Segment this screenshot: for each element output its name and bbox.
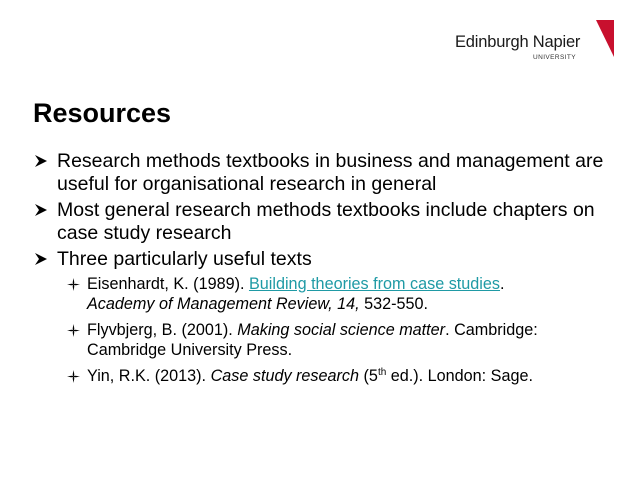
- arrow-bullet-icon: [33, 153, 49, 169]
- arrow-bullet-icon: [33, 202, 49, 218]
- bullet-text: Research methods textbooks in business and management are useful for organisational research in general: [57, 150, 604, 195]
- arrow-bullet-icon: [33, 251, 49, 267]
- logo-wordmark: Edinburgh Napier: [455, 33, 581, 51]
- reference-item: [61, 275, 608, 314]
- reference-title: Making social science matter: [237, 321, 446, 339]
- bullet-text: Most general research methods textbooks include chapters on case study research: [57, 199, 595, 244]
- reference-link[interactable]: Building theories from case studies: [248, 275, 501, 293]
- diamond-bullet-icon: [67, 370, 80, 383]
- reference-edition-suffix: th: [377, 367, 387, 378]
- reference-author: Eisenhardt, K. (1989).: [87, 275, 249, 293]
- reference-pages: 532-550.: [359, 294, 429, 313]
- slide-title: Resources: [33, 98, 172, 128]
- diamond-bullet-icon: [67, 324, 80, 337]
- reference-item: [61, 367, 608, 387]
- reference-author: Yin, R.K. (2013).: [87, 367, 211, 385]
- reference-title: Case study research: [210, 367, 360, 385]
- university-logo: [455, 20, 615, 70]
- reference-journal: Academy of Management Review, 14,: [87, 294, 360, 313]
- reference-publisher: . Cambridge: Cambridge University Press.: [87, 321, 538, 359]
- logo-subtitle: UNIVERSITY: [533, 54, 577, 61]
- reference-publisher: ed.). London: Sage.: [386, 367, 533, 385]
- logo-triangle-icon: [596, 20, 614, 57]
- reference-edition: (5: [359, 367, 378, 385]
- diamond-bullet-icon: [67, 278, 80, 291]
- bullet-item: [33, 248, 608, 387]
- reference-item: [61, 321, 608, 360]
- reference-list: [57, 275, 608, 387]
- bullet-item: [33, 150, 608, 196]
- bullet-item: [33, 199, 608, 245]
- reference-punct: .: [500, 275, 505, 293]
- reference-author: Flyvbjerg, B. (2001).: [87, 321, 238, 339]
- bullet-list: [33, 150, 608, 394]
- bullet-text: Three particularly useful texts: [57, 248, 312, 270]
